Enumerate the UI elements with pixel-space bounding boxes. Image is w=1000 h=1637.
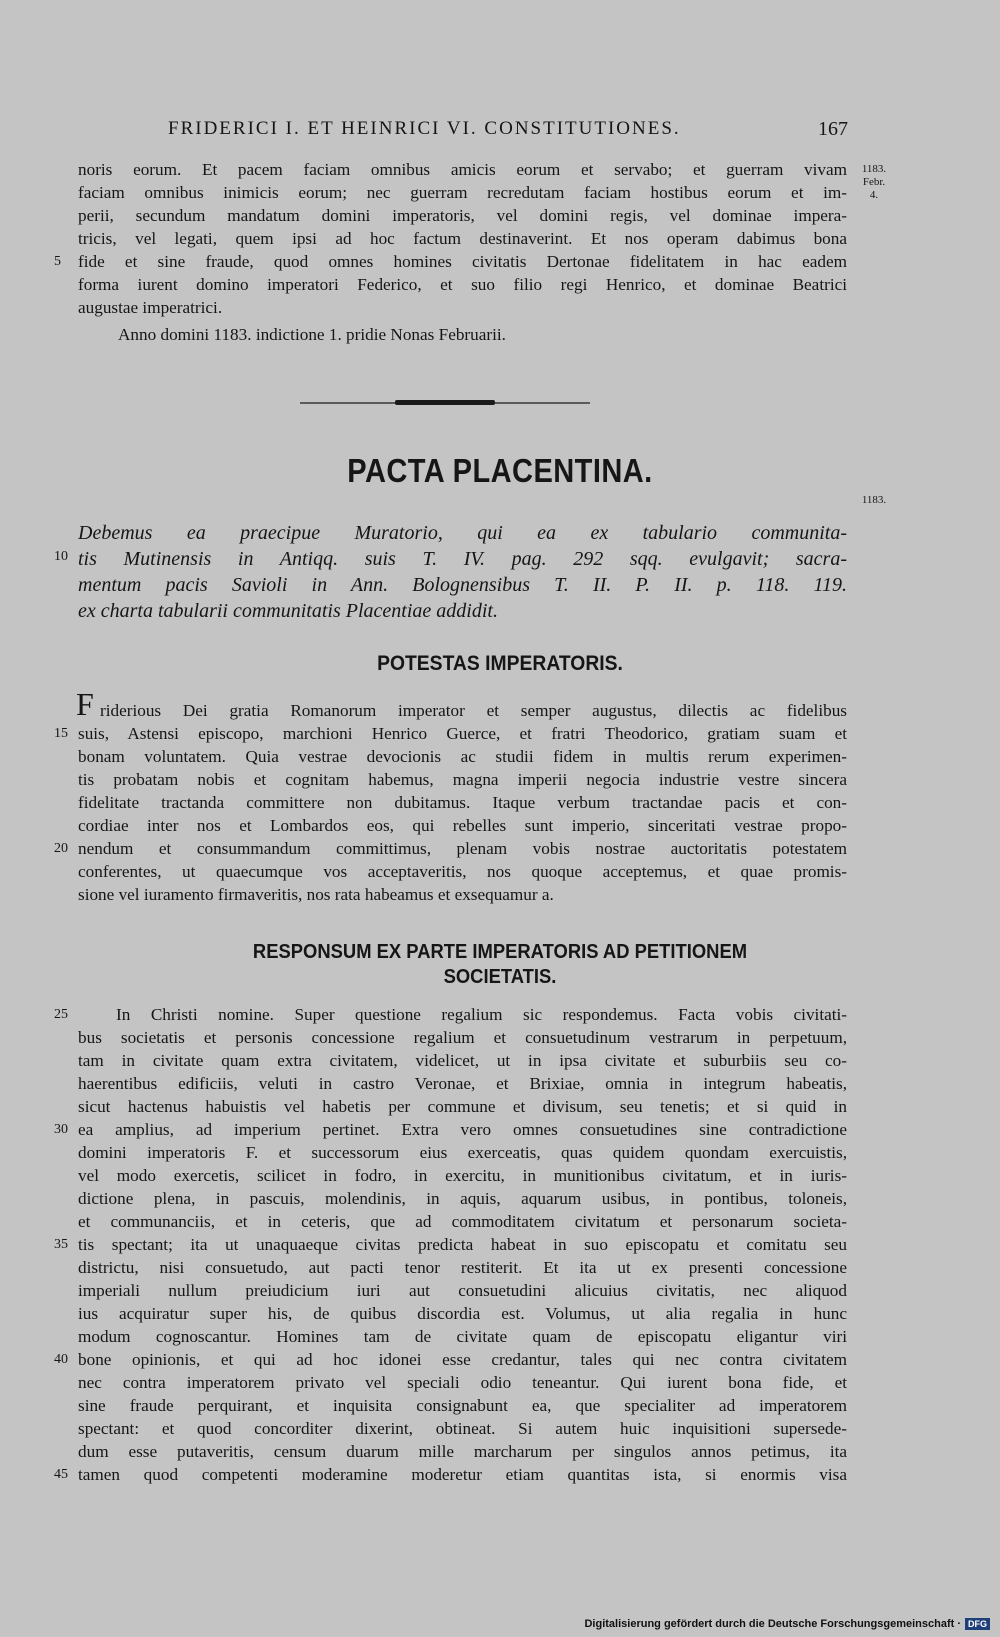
text-line: fidelitate tractanda committere non dubitamus. Itaque verbum tractandae pacis et con- [78, 793, 847, 812]
line-number: 40 [54, 1352, 68, 1367]
text-line: sicut hactenus habuistis vel habetis per commune et divisum, seu tenetis; et si quid in [78, 1097, 847, 1116]
text-line: ea amplius, ad imperium pertinet. Extra vero omnes consuetudines sine contradictione [78, 1120, 847, 1139]
running-header [168, 118, 848, 140]
intro-line: mentum pacis Savioli in Ann. Bolognensibus T. II. P. II. p. 118. 119. [78, 574, 847, 596]
text-line: modum cognoscantur. Homines tam de civitate quam de episcopatu eligantur viri [78, 1327, 847, 1346]
text-line: tamen quod competenti moderamine moderetur etiam quantitas ista, si enormis visa [78, 1465, 847, 1484]
text-line: tis spectant; ita ut unaquaeque civitas predicta habeat in suo episcopatu et comitatu seu [78, 1235, 847, 1254]
margin-day: 4. [869, 189, 879, 201]
text-line: suis, Astensi episcopo, marchioni Henrico Guerce, et fratri Theodorico, gratiam suam et [78, 724, 847, 743]
initial-letter: F [76, 686, 94, 722]
intro-line: ex charta tabularii communitatis Placentiae addidit. [78, 600, 498, 622]
title-pacta-placentina: PACTA PLACENTINA. [347, 452, 653, 489]
text-line: cordiae inter nos et Lombardos eos, qui rebelles sunt imperio, sinceritati vestrae propo- [78, 816, 847, 835]
line-number: 45 [54, 1467, 68, 1482]
text-line: domini imperatoris F. et successorum eius exerceatis, quas quidem quondam exercuistis, [78, 1143, 847, 1162]
text-line: sione vel iuramento firmaveritis, nos rata habeamus et exsequamur a. [78, 885, 554, 904]
text-line: tis probatam nobis et cognitam habemus, magna imperii negocia industrie vestre sincera [78, 770, 847, 789]
text-line: nendum et consummandum committimus, plenam vobis nostrae auctoritatis potestatem [78, 839, 847, 858]
text-line: haerentibus edificiis, veluti in castro Veronae, et Brixiae, omnia in integrum habeatis, [78, 1074, 847, 1093]
text-line: noris eorum. Et pacem faciam omnibus amicis eorum et servabo; et guerram vivam [78, 160, 847, 179]
text-line: perii, secundum mandatum domini imperatoris, vel domini regis, vel dominae impera- [78, 206, 847, 225]
separator-ornament [395, 400, 495, 405]
text-line: tricis, vel legati, quem ipsi ad hoc factum destinaverint. Et nos operam dabimus bona [78, 229, 847, 248]
text-line: bonam voluntatem. Quia vestrae devocionis ac studii fidem in multis rerum experimen- [78, 747, 847, 766]
line-number: 30 [54, 1122, 68, 1137]
page-number: 167 [818, 118, 848, 140]
margin-month: Febr. [862, 176, 886, 188]
margin-year: 1183. [861, 163, 887, 175]
text-line: fide et sine fraude, quod omnes homines civitatis Dertonae fidelitatem in hac eadem [78, 252, 847, 271]
margin-year-pacta: 1183. [861, 494, 887, 506]
text-line: bus societatis et personis concessione regalium et consuetudinum vestrarum in perpetuum, [78, 1028, 847, 1047]
line-number: 15 [54, 726, 68, 741]
date-line: Anno domini 1183. indictione 1. pridie Nonas Februarii. [118, 325, 506, 344]
text-line: districtu, nisi consuetudo, aut pacti tenor restiterit. Et ita ut ex presenti concessione [78, 1258, 847, 1277]
text-line: faciam omnibus inimicis eorum; nec guerram recredutam faciam hostibus eorum et im- [78, 183, 847, 202]
text-line: vel modo exercetis, scilicet in fodro, in exercitu, in munitionibus civitatum, et in iuris- [78, 1166, 847, 1185]
digitization-footer [584, 1618, 990, 1630]
text-line: spectant: et quod concorditer dixerint, obtineat. Si autem huic inquisitioni supersede- [78, 1419, 847, 1438]
title-potestas: POTESTAS IMPERATORIS. [377, 652, 623, 675]
text-line: forma iurent domino imperatori Federico, et suo filio regi Henrico, et dominae Beatrici [78, 275, 847, 294]
text-line: dum esse putaveritis, censum duarum mille marcharum per singulos annos petimus, ita [78, 1442, 847, 1461]
text-line: tam in civitate quam extra civitatem, videlicet, ut in ipsa civitate et suburbiis seu co- [78, 1051, 847, 1070]
line-number: 5 [54, 254, 61, 269]
text-line: dictione plena, in pascuis, molendinis, in aquis, aquarum usibus, in pontibus, toloneis, [78, 1189, 847, 1208]
line-number: 35 [54, 1237, 68, 1252]
line-number: 25 [54, 1007, 68, 1022]
line-number: 20 [54, 841, 68, 856]
dfg-logo: DFG [965, 1618, 990, 1630]
text-line: conferentes, ut quaecumque vos acceptaveritis, nos quoque acceptemus, et quae promis- [78, 862, 847, 881]
text-line: sine fraude perquirant, et inquisita consignabunt ea, que specialiter ad imperatorem [78, 1396, 847, 1415]
text-line: imperiali nullum preiudicium iuri aut consuetudini alicuius civitatis, nec aliquod [78, 1281, 847, 1300]
intro-line: tis Mutinensis in Antiqq. suis T. IV. pag. 292 sqq. evulgavit; sacra- [78, 548, 847, 570]
title-responsum-line1: RESPONSUM EX PARTE IMPERATORIS AD PETITIONEM [252, 941, 748, 963]
text-line: nec contra imperatorem privato vel speciali odio teneantur. Qui iurent bona fide, et [78, 1373, 847, 1392]
text-line: riderious Dei gratia Romanorum imperator et semper augustus, dilectis ac fidelibus [100, 701, 847, 720]
line-number: 10 [54, 549, 68, 564]
title-responsum-line2: SOCIETATIS. [443, 966, 557, 988]
text-line: In Christi nomine. Super questione regalium sic respondemus. Facta vobis civitati- [116, 1005, 847, 1024]
title-responsum [40, 940, 960, 990]
footer-text: Digitalisierung gefördert durch die Deutsche Forschungsgemeinschaft · [584, 1618, 961, 1630]
text-line: ius acquiratur super his, de quibus discordia est. Volumus, ut alia regalia in hunc [78, 1304, 847, 1323]
text-line: bone opinionis, et qui ad hoc idonei esse credantur, tales qui nec contra civitatem [78, 1350, 847, 1369]
header-title: FRIDERICI I. ET HEINRICI VI. CONSTITUTIONES. [168, 118, 681, 139]
text-line: augustae imperatrici. [78, 298, 223, 317]
intro-line: Debemus ea praecipue Muratorio, qui ea ex tabulario communita- [78, 522, 847, 544]
text-line: et communanciis, et in ceteris, que ad commoditatem civitatum et personarum societa- [78, 1212, 847, 1231]
